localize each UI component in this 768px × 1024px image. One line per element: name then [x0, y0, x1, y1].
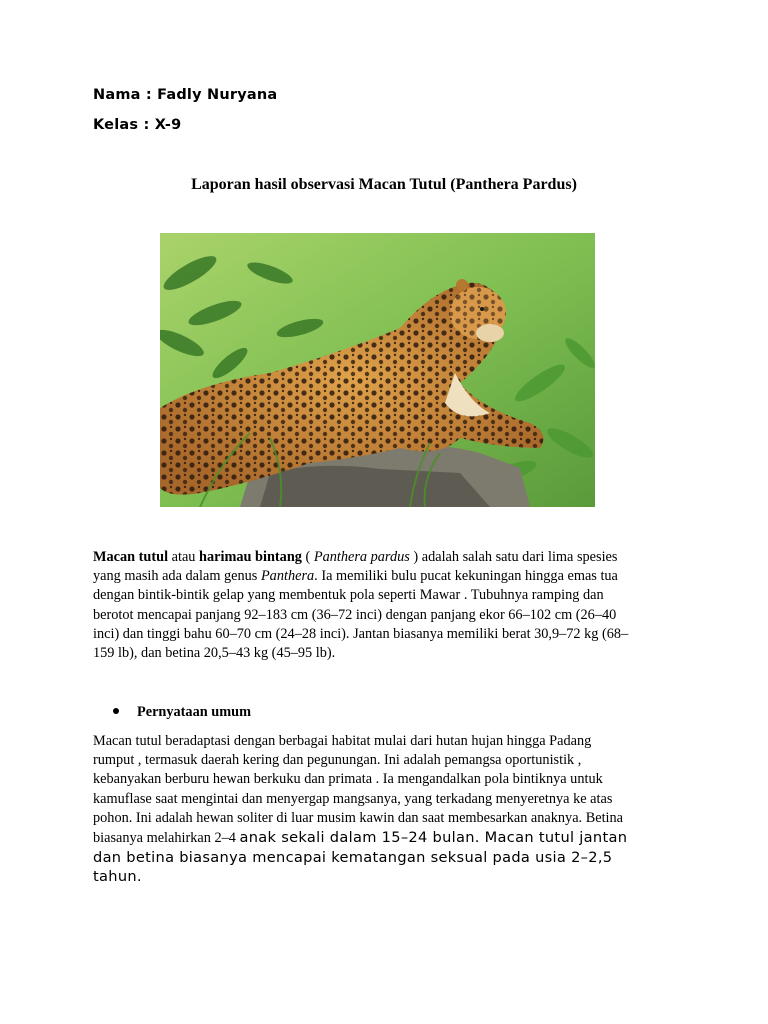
intro-paragraph [93, 548, 683, 663]
intro-line: 159 lb), dan betina 20,5–43 kg (45–95 lb). [93, 645, 336, 662]
section-heading: Pernyataan umum [137, 704, 251, 720]
general-text: biasanya melahirkan 2–4 [93, 830, 240, 847]
intro-text: yang masih ada dalam genus [93, 568, 261, 585]
intro-text: ) adalah salah satu dari lima spesies [409, 549, 618, 565]
term-macan-tutul: Macan tutul [93, 549, 169, 565]
intro-text: ( [301, 549, 314, 565]
intro-text: atau [168, 549, 200, 565]
general-paragraph [93, 732, 683, 887]
intro-line [93, 567, 683, 586]
term-panthera-pardus: Panthera pardus [313, 549, 410, 565]
section-heading-row [113, 704, 251, 721]
student-name: Nama : Fadly Nuryana [93, 87, 278, 103]
leopard-photo [160, 233, 595, 507]
general-line: tahun. [93, 868, 142, 886]
general-line: dan betina biasanya mencapai kematangan seksual pada usia 2–2,5 [93, 849, 613, 867]
intro-line: berotot mencapai panjang 92–183 cm (36–72 inci) dengan panjang ekor 66–102 cm (26–40 [93, 606, 617, 623]
intro-line: inci) dan tinggi bahu 60–70 cm (24–28 inci). Jantan biasanya memiliki berat 30,9–72 kg (68– [93, 625, 629, 642]
general-line: pohon. Ini adalah hewan soliter di luar musim kawin dan saat membesarkan anaknya. Betina [93, 809, 624, 826]
term-harimau-bintang: harimau bintang [199, 549, 302, 565]
general-line: kamuflase saat mengintai dan menyergap mangsanya, yang terkadang menyeretnya ke atas [93, 790, 613, 807]
general-line [93, 828, 683, 848]
bullet-icon [113, 708, 119, 714]
term-panthera: Panthera [260, 568, 315, 585]
general-line: rumput , termasuk daerah kering dan pegunungan. Ini adalah pemangsa oportunistik , [93, 752, 582, 769]
general-line: kebanyakan berburu hewan berkuku dan primata . Ia mengandalkan pola bintiknya untuk [93, 771, 603, 788]
report-title: Laporan hasil observasi Macan Tutul (Panthera Pardus) [191, 176, 577, 193]
student-class: Kelas : X-9 [93, 117, 182, 133]
leopard-photo-icon [160, 233, 595, 507]
general-line: Macan tutul beradaptasi dengan berbagai habitat mulai dari hutan hujan hingga Padang [93, 733, 592, 749]
intro-line: dengan bintik-bintik gelap yang membentuk pola seperti Mawar . Tubuhnya ramping dan [93, 587, 604, 604]
intro-line [93, 548, 683, 567]
general-text: anak sekali dalam 15–24 bulan. Macan tutul jantan [239, 829, 628, 847]
intro-text: . Ia memiliki bulu pucat kekuningan hingga emas tua [314, 568, 618, 585]
